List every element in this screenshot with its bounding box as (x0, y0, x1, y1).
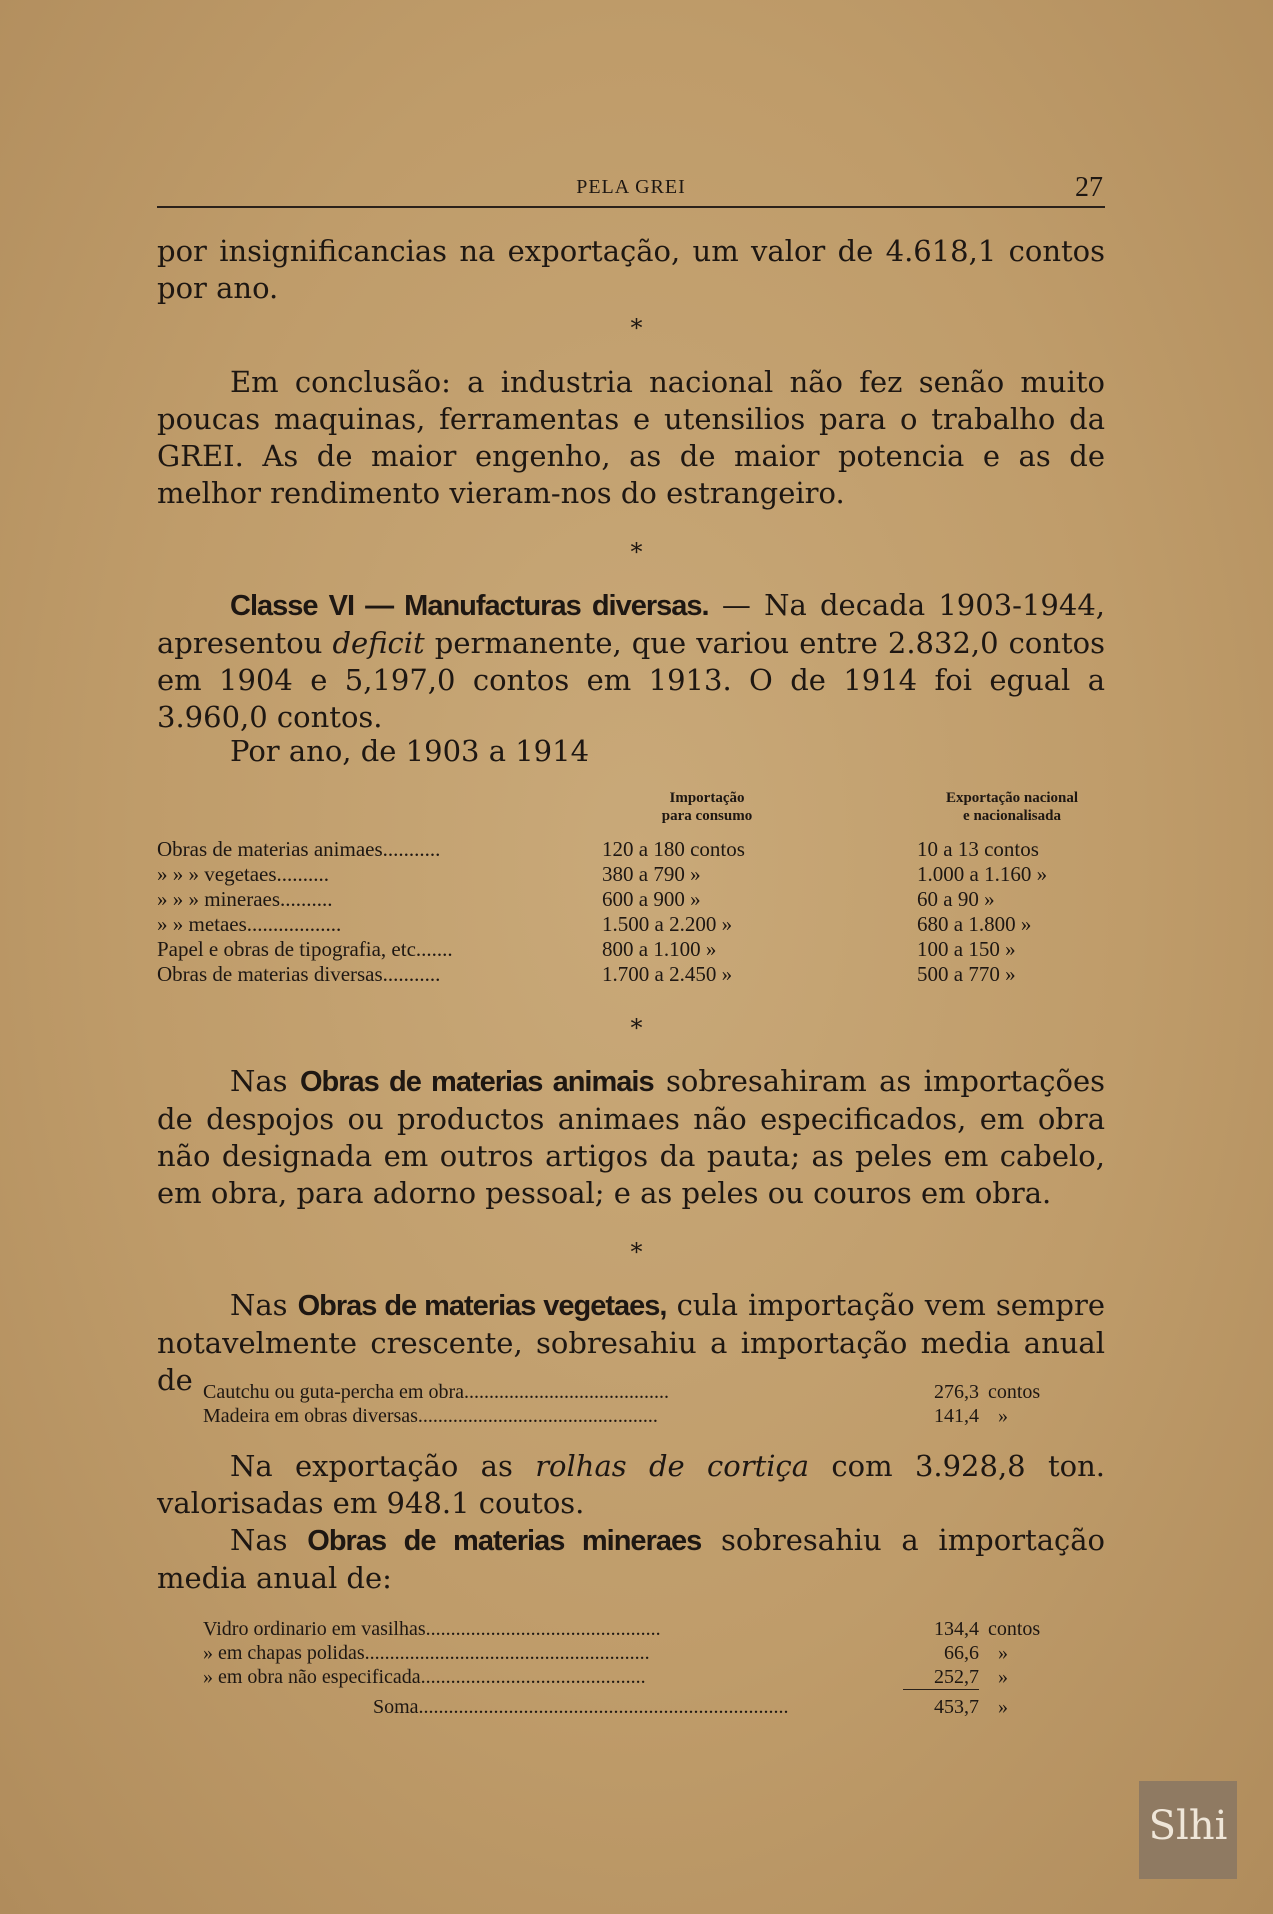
list-item (203, 1642, 1073, 1666)
item-value: 134,4 (934, 1618, 979, 1640)
item-unit: contos (988, 1618, 1041, 1640)
item-value: 453,7 (934, 1696, 979, 1718)
text-span: Na exportação as (230, 1449, 536, 1483)
paragraph-3 (157, 587, 1105, 736)
list-item (203, 1666, 1073, 1690)
text-span: com 3.928,8 ton. valorisadas em 948.1 coutos. (157, 1449, 1105, 1520)
text-span: Nas (230, 1064, 300, 1098)
text-span: Nas (230, 1523, 308, 1557)
text-span: cula importação vem sempre notavelmente crescente, sobresahiu a importação media anual de (157, 1288, 1106, 1397)
item-unit: » (998, 1666, 1008, 1688)
paragraph-5 (157, 1063, 1105, 1212)
item-value: 252,7 (903, 1666, 979, 1690)
row-export: 100 a 150 » (917, 937, 1016, 961)
paragraph-7 (157, 1448, 1105, 1522)
row-export: 1.000 a 1.160 » (917, 862, 1048, 886)
paragraph-4: Por ano, de 1903 a 1914 (230, 734, 590, 768)
row-label: Papel e obras de tipografia, etc....... (157, 937, 453, 961)
section-heading: Obras de materias mineraes (307, 1525, 702, 1557)
section-heading: Obras de materias vegetaes, (297, 1290, 667, 1322)
item-label: Vidro ordinario em vasilhas............................................... (203, 1618, 661, 1640)
row-label: Obras de materias animaes........... (157, 837, 441, 861)
row-label: » » » mineraes.......... (157, 887, 333, 911)
section-heading: Classe VI — Manufacturas diversas. (230, 590, 709, 622)
table-row (157, 962, 1107, 986)
row-import: 800 a 1.100 » (602, 937, 717, 961)
text-span: sobresahiu a importação media anual de: (157, 1523, 1106, 1595)
header-line: Importação (669, 790, 745, 806)
item-value: 141,4 (934, 1405, 979, 1427)
item-label: Soma.......................................................................... (373, 1696, 789, 1718)
row-import: 120 a 180 contos (602, 837, 745, 861)
row-import: 1.500 a 2.200 » (602, 912, 733, 936)
row-export: 60 a 90 » (917, 887, 995, 911)
table-row (157, 862, 1107, 886)
running-header (157, 172, 1105, 208)
list-item (203, 1381, 1073, 1405)
italic-term: rolhas de cortiça (535, 1449, 810, 1483)
list-item-total (203, 1696, 1073, 1720)
paragraph-1: por insignificancias na exportação, um valor de 4.618,1 contos por ano. (157, 234, 1105, 305)
item-label: Madeira em obras diversas................................................ (203, 1405, 658, 1427)
library-logo (1139, 1781, 1237, 1879)
row-import: 1.700 a 2.450 » (602, 962, 733, 986)
separator-asterisk: * (630, 314, 643, 342)
row-label: Obras de materias diversas........... (157, 962, 441, 986)
separator-asterisk: * (630, 538, 643, 566)
row-export: 500 a 770 » (917, 962, 1016, 986)
logo-mark: Slhi (1148, 1803, 1228, 1849)
row-export: 10 a 13 contos (917, 837, 1039, 861)
column-header-import (627, 789, 787, 825)
italic-term: deficit (332, 626, 425, 660)
header-line: Exportação nacional (945, 790, 1079, 806)
item-label: Cautchu ou guta-percha em obra......................................... (203, 1381, 670, 1403)
text-span: Nas (230, 1288, 298, 1322)
section-heading: Obras de materias animais (299, 1066, 654, 1098)
item-value: 276,3 (934, 1381, 979, 1403)
table-row (157, 937, 1107, 961)
list-item (203, 1618, 1073, 1642)
table-row (157, 912, 1107, 936)
item-label: » em chapas polidas......................................................... (203, 1642, 650, 1664)
item-unit: » (998, 1642, 1008, 1664)
page-number: 27 (1075, 172, 1103, 203)
header-line: e nacionalisada (963, 808, 1061, 824)
row-import: 600 a 900 » (602, 887, 701, 911)
table-row (157, 837, 1107, 861)
item-unit: » (998, 1405, 1008, 1427)
column-header-export (892, 789, 1132, 825)
item-unit: » (998, 1696, 1008, 1718)
row-label: » » metaes.................. (157, 912, 342, 936)
running-title: PELA GREI (576, 176, 686, 198)
text-span: sobresahiram as importações de despojos ou productos animaes não especificados, em obra não designada em outros artigos da pauta; as peles em cabelo, em obra, para adorno pessoal; e as peles ou couros em obra. (157, 1064, 1105, 1210)
separator-asterisk: * (630, 1238, 643, 1266)
item-label: » em obra não especificada............................................. (203, 1666, 646, 1688)
row-import: 380 a 790 » (602, 862, 701, 886)
header-line: para consumo (661, 808, 753, 824)
list-item (203, 1405, 1073, 1429)
separator-asterisk: * (630, 1014, 643, 1042)
item-unit: contos (988, 1381, 1041, 1403)
text-span: — Na decada 1903-1944, apresentou (157, 588, 1105, 660)
item-value: 66,6 (944, 1642, 979, 1664)
table-row (157, 887, 1107, 911)
paragraph-8 (157, 1522, 1105, 1597)
paragraph-2: Em conclusão: a industria nacional não fez senão muito poucas maquinas, ferramentas e utensilios para o trabalho da GREI. As de maior engenho, as de maior potencia e as de melhor rendimento vieram-nos do estrangeiro. (157, 365, 1105, 510)
text-span: permanente, que variou entre 2.832,0 contos em 1904 e 5,197,0 contos em 1913. O de 1914 foi egual a 3.960,0 contos. (157, 626, 1106, 734)
row-label: » » » vegetaes.......... (157, 862, 330, 886)
row-export: 680 a 1.800 » (917, 912, 1032, 936)
